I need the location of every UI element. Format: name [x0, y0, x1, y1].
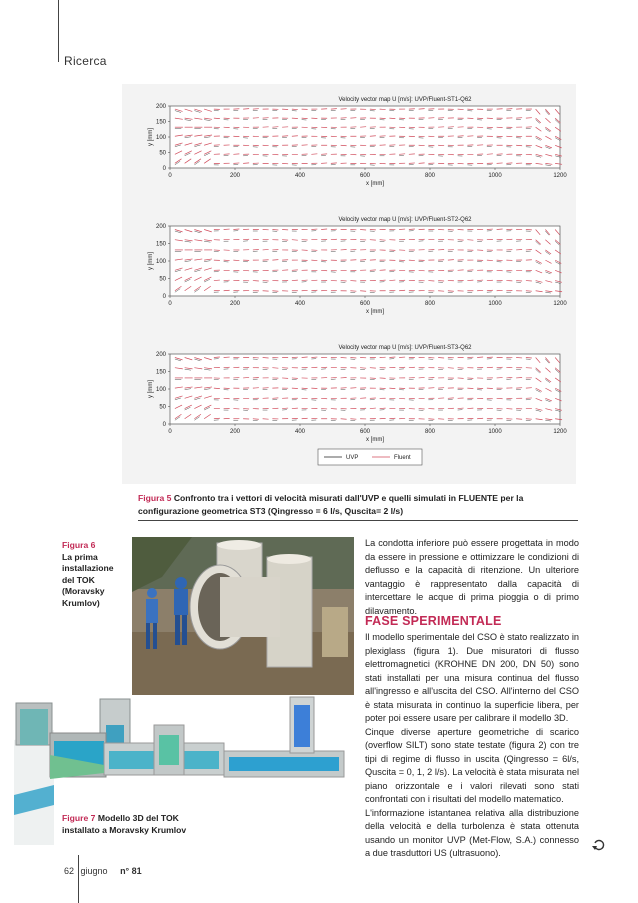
figure5-label: Figura 5	[138, 493, 172, 503]
figure7-label: Figure 7	[62, 813, 96, 823]
y-tick-label: 50	[159, 276, 166, 283]
x-tick-label: 1000	[488, 173, 502, 179]
figure7-caption	[62, 813, 212, 836]
plot-area-2	[170, 226, 560, 296]
y-tick-label: 150	[155, 241, 166, 248]
figure5-charts	[122, 84, 576, 484]
x-tick-label: 800	[424, 429, 436, 435]
x-tick-label: 600	[359, 301, 371, 307]
x-tick-label: 400	[294, 301, 306, 307]
y-axis-label-3: y [mm]	[148, 380, 154, 398]
y-axis-label-2: y [mm]	[148, 252, 154, 270]
y-tick-label: 200	[155, 352, 166, 358]
figure6-caption	[62, 540, 128, 609]
figure6-label: Figura 6	[62, 540, 96, 550]
paragraph-1: La condotta inferiore può essere progettata in modo da essere in pressione e ottimizzare le condizioni di deflusso e la capacità di ritenzione. Un ulteriore vantaggio è rappresentato dalla capacità di intercettare le acque di prima pioggia o di primo dilavamento.	[365, 538, 579, 616]
y-tick-label: 150	[155, 369, 166, 376]
paragraph-2: Il modello sperimentale del CSO è stato realizzato in plexiglass (figura 1). Due misuratori di flusso elettromagnetici (KROHNE DN 200, DN 50) sono stati installati per una misura continua del flusso all'ingresso e all'uscita del CSO. All'interno del CSO è stata misurata in continuo la superficie libera, per poter poi essere usare per calibrare il modello 3D.	[365, 632, 579, 723]
x-tick-label: 0	[168, 429, 172, 435]
installation-photo	[132, 537, 354, 695]
x-tick-label: 800	[424, 301, 436, 307]
x-tick-label: 200	[229, 173, 241, 179]
body-column	[365, 631, 579, 861]
chart-title-2: Velocity vector map U [m/s]: UVP/Fluent-ST2-Q62	[338, 217, 472, 223]
legend-uvp-label: UVP	[346, 455, 359, 461]
velocity-vector-maps	[122, 84, 576, 484]
x-tick-label: 1200	[553, 429, 567, 435]
plot-area-3	[170, 354, 560, 424]
y-tick-label: 0	[162, 294, 166, 300]
y-tick-label: 50	[159, 404, 166, 411]
x-tick-label: 0	[168, 173, 172, 179]
page-number: 62	[64, 866, 75, 876]
y-tick-label: 100	[155, 135, 166, 141]
x-tick-label: 200	[229, 301, 241, 307]
x-tick-label: 200	[229, 429, 241, 435]
x-axis-label-3: x [mm]	[366, 437, 384, 443]
continue-arrow-icon	[592, 838, 606, 852]
paragraph-4: L'informazione istantanea relativa alla distribuzione della velocità e della turbolenza è stata ottenuta usando un monitor UVP (Met-Flow, S.A.) connesso a due trasduttori US (ultrasuono).	[365, 807, 579, 858]
figure5-caption	[138, 492, 578, 518]
y-tick-label: 0	[162, 166, 166, 172]
legend-fluent-label: Fluent	[394, 455, 411, 461]
figure7-text: Modello 3D del TOK installato a Moravsky Krumlov	[62, 813, 187, 835]
x-tick-label: 800	[424, 173, 436, 179]
y-axis-label-1: y [mm]	[148, 128, 154, 146]
chart-title-1: Velocity vector map U [m/s]: UVP/Fluent-ST1-Q62	[338, 97, 472, 103]
x-tick-label: 1200	[553, 173, 567, 179]
x-tick-label: 1000	[488, 301, 502, 307]
chart-title-3: Velocity vector map U [m/s]: UVP/Fluent-ST3-Q62	[338, 345, 472, 351]
x-tick-label: 400	[294, 429, 306, 435]
footer-issue: n° 81	[120, 866, 142, 876]
y-tick-label: 150	[155, 119, 166, 126]
figure6-text: La prima installazione del TOK (Moravsky Krumlov)	[62, 551, 114, 608]
y-tick-label: 200	[155, 104, 166, 110]
section-title: Ricerca	[64, 54, 107, 68]
x-axis-label-1: x [mm]	[366, 181, 384, 187]
x-tick-label: 600	[359, 429, 371, 435]
y-tick-label: 0	[162, 422, 166, 428]
y-tick-label: 200	[155, 224, 166, 230]
y-tick-label: 100	[155, 387, 166, 393]
x-tick-label: 1200	[553, 301, 567, 307]
figure5-text: Confronto tra i vettori di velocità misurati dall'UVP e quelli simulati in FLUENTE per la configurazione geometrica ST3 (Qingresso = 6 l/s, Quscita= 2 l/s)	[138, 493, 524, 516]
plot-area-1	[170, 106, 560, 168]
footer-month: giugno	[80, 866, 108, 876]
y-tick-label: 100	[155, 259, 166, 265]
bottom-rule	[78, 852, 79, 903]
y-tick-label: 50	[159, 150, 166, 157]
x-tick-label: 1000	[488, 429, 502, 435]
x-axis-label-2: x [mm]	[366, 309, 384, 315]
x-tick-label: 600	[359, 173, 371, 179]
page-footer	[64, 866, 142, 876]
caption-rule	[138, 520, 578, 521]
x-tick-label: 0	[168, 301, 172, 307]
top-rule	[58, 0, 59, 62]
section-heading: FASE SPERIMENTALE	[365, 614, 502, 628]
x-tick-label: 400	[294, 173, 306, 179]
paragraph-3: Cinque diverse aperture geometriche di scarico (overflow SILT) sono state testate (figura 2) con tre tipi di regime di flusso in uscita (Qingresso = 6l/s, Quscita = 0, 1, 2 l/s). La velocità è stata misurata nel piano orizzontale e i valori rilevati sono stati confrontati con i risultati del modello matematico.	[365, 726, 579, 804]
